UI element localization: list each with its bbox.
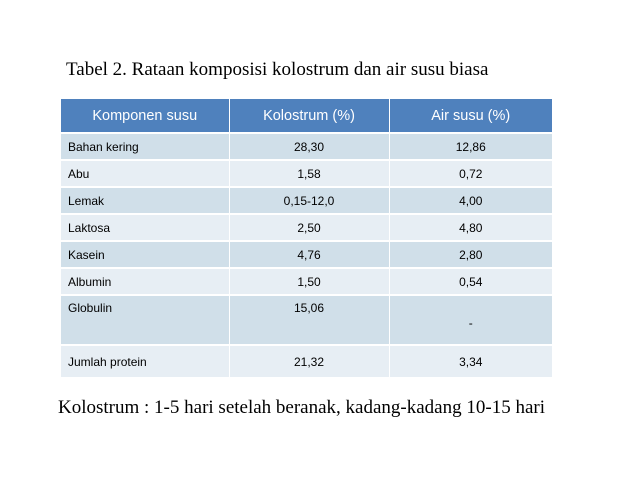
table-header-row [61,99,552,133]
milk-value-cell: 3,34 [389,345,552,378]
table-row [61,187,552,214]
composition-table [61,99,552,379]
colostrum-value-cell: 0,15-12,0 [229,187,389,214]
colostrum-value-cell: 2,50 [229,214,389,241]
component-cell: Lemak [61,187,229,214]
colostrum-value-cell: 15,06 [229,295,389,345]
component-cell: Laktosa [61,214,229,241]
colostrum-value-cell: 28,30 [229,133,389,160]
component-cell: Abu [61,160,229,187]
milk-value-cell: 0,72 [389,160,552,187]
milk-value-cell: 0,54 [389,268,552,295]
table-row [61,133,552,160]
column-header-milk: Air susu (%) [389,99,552,133]
table-title: Tabel 2. Rataan komposisi kolostrum dan air susu biasa [66,59,489,80]
component-cell: Globulin [61,295,229,345]
colostrum-value-cell: 4,76 [229,241,389,268]
table-row [61,241,552,268]
component-cell: Albumin [61,268,229,295]
column-header-component: Komponen susu [61,99,229,133]
milk-value-cell: - [389,295,552,345]
component-cell: Kasein [61,241,229,268]
table-row [61,268,552,295]
milk-value-cell: 2,80 [389,241,552,268]
table-row [61,160,552,187]
milk-value-cell: 4,80 [389,214,552,241]
table-footnote: Kolostrum : 1-5 hari setelah beranak, kadang-kadang 10-15 hari [58,397,545,418]
milk-value-cell: 4,00 [389,187,552,214]
colostrum-value-cell: 1,58 [229,160,389,187]
table-row [61,295,552,345]
colostrum-value-cell: 21,32 [229,345,389,378]
table-row [61,345,552,378]
component-cell: Jumlah protein [61,345,229,378]
component-cell: Bahan kering [61,133,229,160]
milk-value-cell: 12,86 [389,133,552,160]
table-row [61,214,552,241]
column-header-colostrum: Kolostrum (%) [229,99,389,133]
colostrum-value-cell: 1,50 [229,268,389,295]
